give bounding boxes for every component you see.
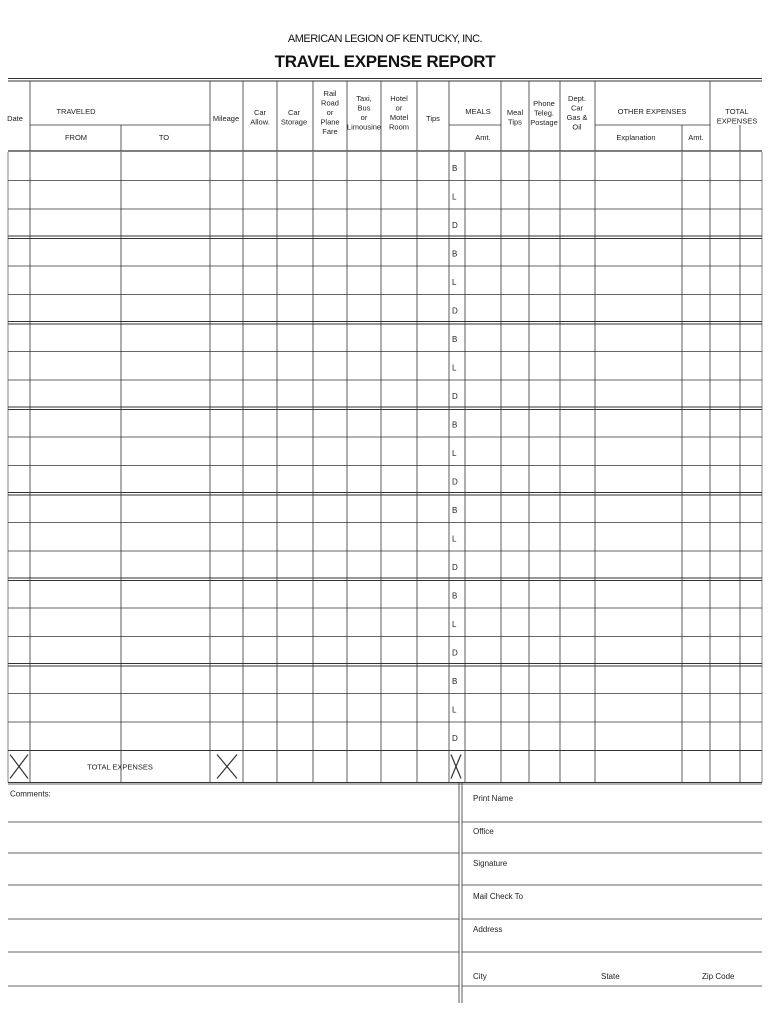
from-header: FROM xyxy=(64,133,88,142)
mileage-header: Mileage xyxy=(212,114,240,123)
meal-code: D xyxy=(452,306,458,316)
to-header: TO xyxy=(158,133,170,142)
date-header: Date xyxy=(7,114,23,123)
phone-header: Postage xyxy=(530,118,558,127)
meal-code: L xyxy=(452,192,457,202)
office-label: Office xyxy=(473,827,494,836)
phone-header: Phone xyxy=(533,99,555,108)
other-expenses-header: OTHER EXPENSES xyxy=(617,107,687,116)
meal-tips-header: Meal xyxy=(506,108,524,117)
print-name-label: Print Name xyxy=(473,794,514,803)
car-storage-header: Storage xyxy=(280,117,308,127)
taxi-header: Taxi, xyxy=(356,94,372,103)
meal-code: B xyxy=(452,164,458,173)
meal-tips-header: Tips xyxy=(508,117,522,127)
mail-check-to-label: Mail Check To xyxy=(473,892,524,901)
meals-amt-header: Amt. xyxy=(475,133,491,142)
phone-header: Teleg. xyxy=(533,108,555,118)
dept-car-header: Car xyxy=(570,103,584,113)
organization-name: AMERICAN LEGION OF KENTUCKY, INC. xyxy=(287,33,483,45)
rail-header: Road xyxy=(321,98,339,108)
traveled-header: TRAVELED xyxy=(56,107,96,116)
taxi-header: Bus xyxy=(357,103,371,113)
rail-header: Plane xyxy=(320,117,340,127)
rail-header: Fare xyxy=(322,127,338,136)
taxi-header: or xyxy=(360,113,368,122)
meal-code: B xyxy=(452,591,458,601)
meal-code: D xyxy=(452,648,458,658)
tips-header: Tips xyxy=(426,114,440,123)
total-header: TOTAL xyxy=(725,107,749,116)
meal-code: D xyxy=(452,392,458,401)
hotel-header: Hotel xyxy=(390,94,408,103)
rail-header: or xyxy=(326,108,334,117)
dept-car-header: Gas & xyxy=(566,113,588,122)
page-title: TRAVEL EXPENSE REPORT xyxy=(274,52,496,71)
address-label: Address xyxy=(473,925,503,934)
car-allow-header: Car xyxy=(253,108,267,117)
meal-code: L xyxy=(452,449,457,458)
meal-code: B xyxy=(452,249,458,259)
meal-code: B xyxy=(452,420,458,430)
state-label: State xyxy=(601,972,620,981)
signature-label: Signature xyxy=(473,859,508,868)
hotel-header: or xyxy=(395,103,403,113)
explanation-header: Explanation xyxy=(616,133,656,142)
meal-code: B xyxy=(452,506,458,515)
car-storage-header: Car xyxy=(287,108,301,117)
meal-code: L xyxy=(452,278,457,287)
meal-code: L xyxy=(452,620,457,629)
meal-code: B xyxy=(452,335,458,344)
meal-code: D xyxy=(452,221,458,230)
comments-label: Comments: xyxy=(10,789,51,799)
other-amt-header: Amt. xyxy=(688,133,704,142)
hotel-header: Room xyxy=(388,122,410,132)
meal-code: B xyxy=(452,677,458,686)
meal-code: L xyxy=(452,363,457,373)
dept-car-header: Dept. xyxy=(568,94,586,103)
zip-code-label: Zip Code xyxy=(702,972,735,981)
taxi-header: Limousine xyxy=(346,122,382,132)
hotel-header: Motel xyxy=(389,113,409,122)
total-header: EXPENSES xyxy=(716,116,758,126)
total-expenses-label: TOTAL EXPENSES xyxy=(87,762,153,772)
car-allow-header: Allow. xyxy=(250,117,270,127)
dept-car-header: Oil xyxy=(572,122,582,132)
rail-header: Rail xyxy=(323,89,337,98)
meal-code: D xyxy=(452,734,458,743)
meal-code: L xyxy=(452,534,457,544)
meal-code: D xyxy=(452,477,458,487)
meal-code: L xyxy=(452,705,457,715)
meals-header: MEALS xyxy=(465,107,491,116)
meal-code: D xyxy=(452,563,458,572)
city-label: City xyxy=(473,972,487,981)
